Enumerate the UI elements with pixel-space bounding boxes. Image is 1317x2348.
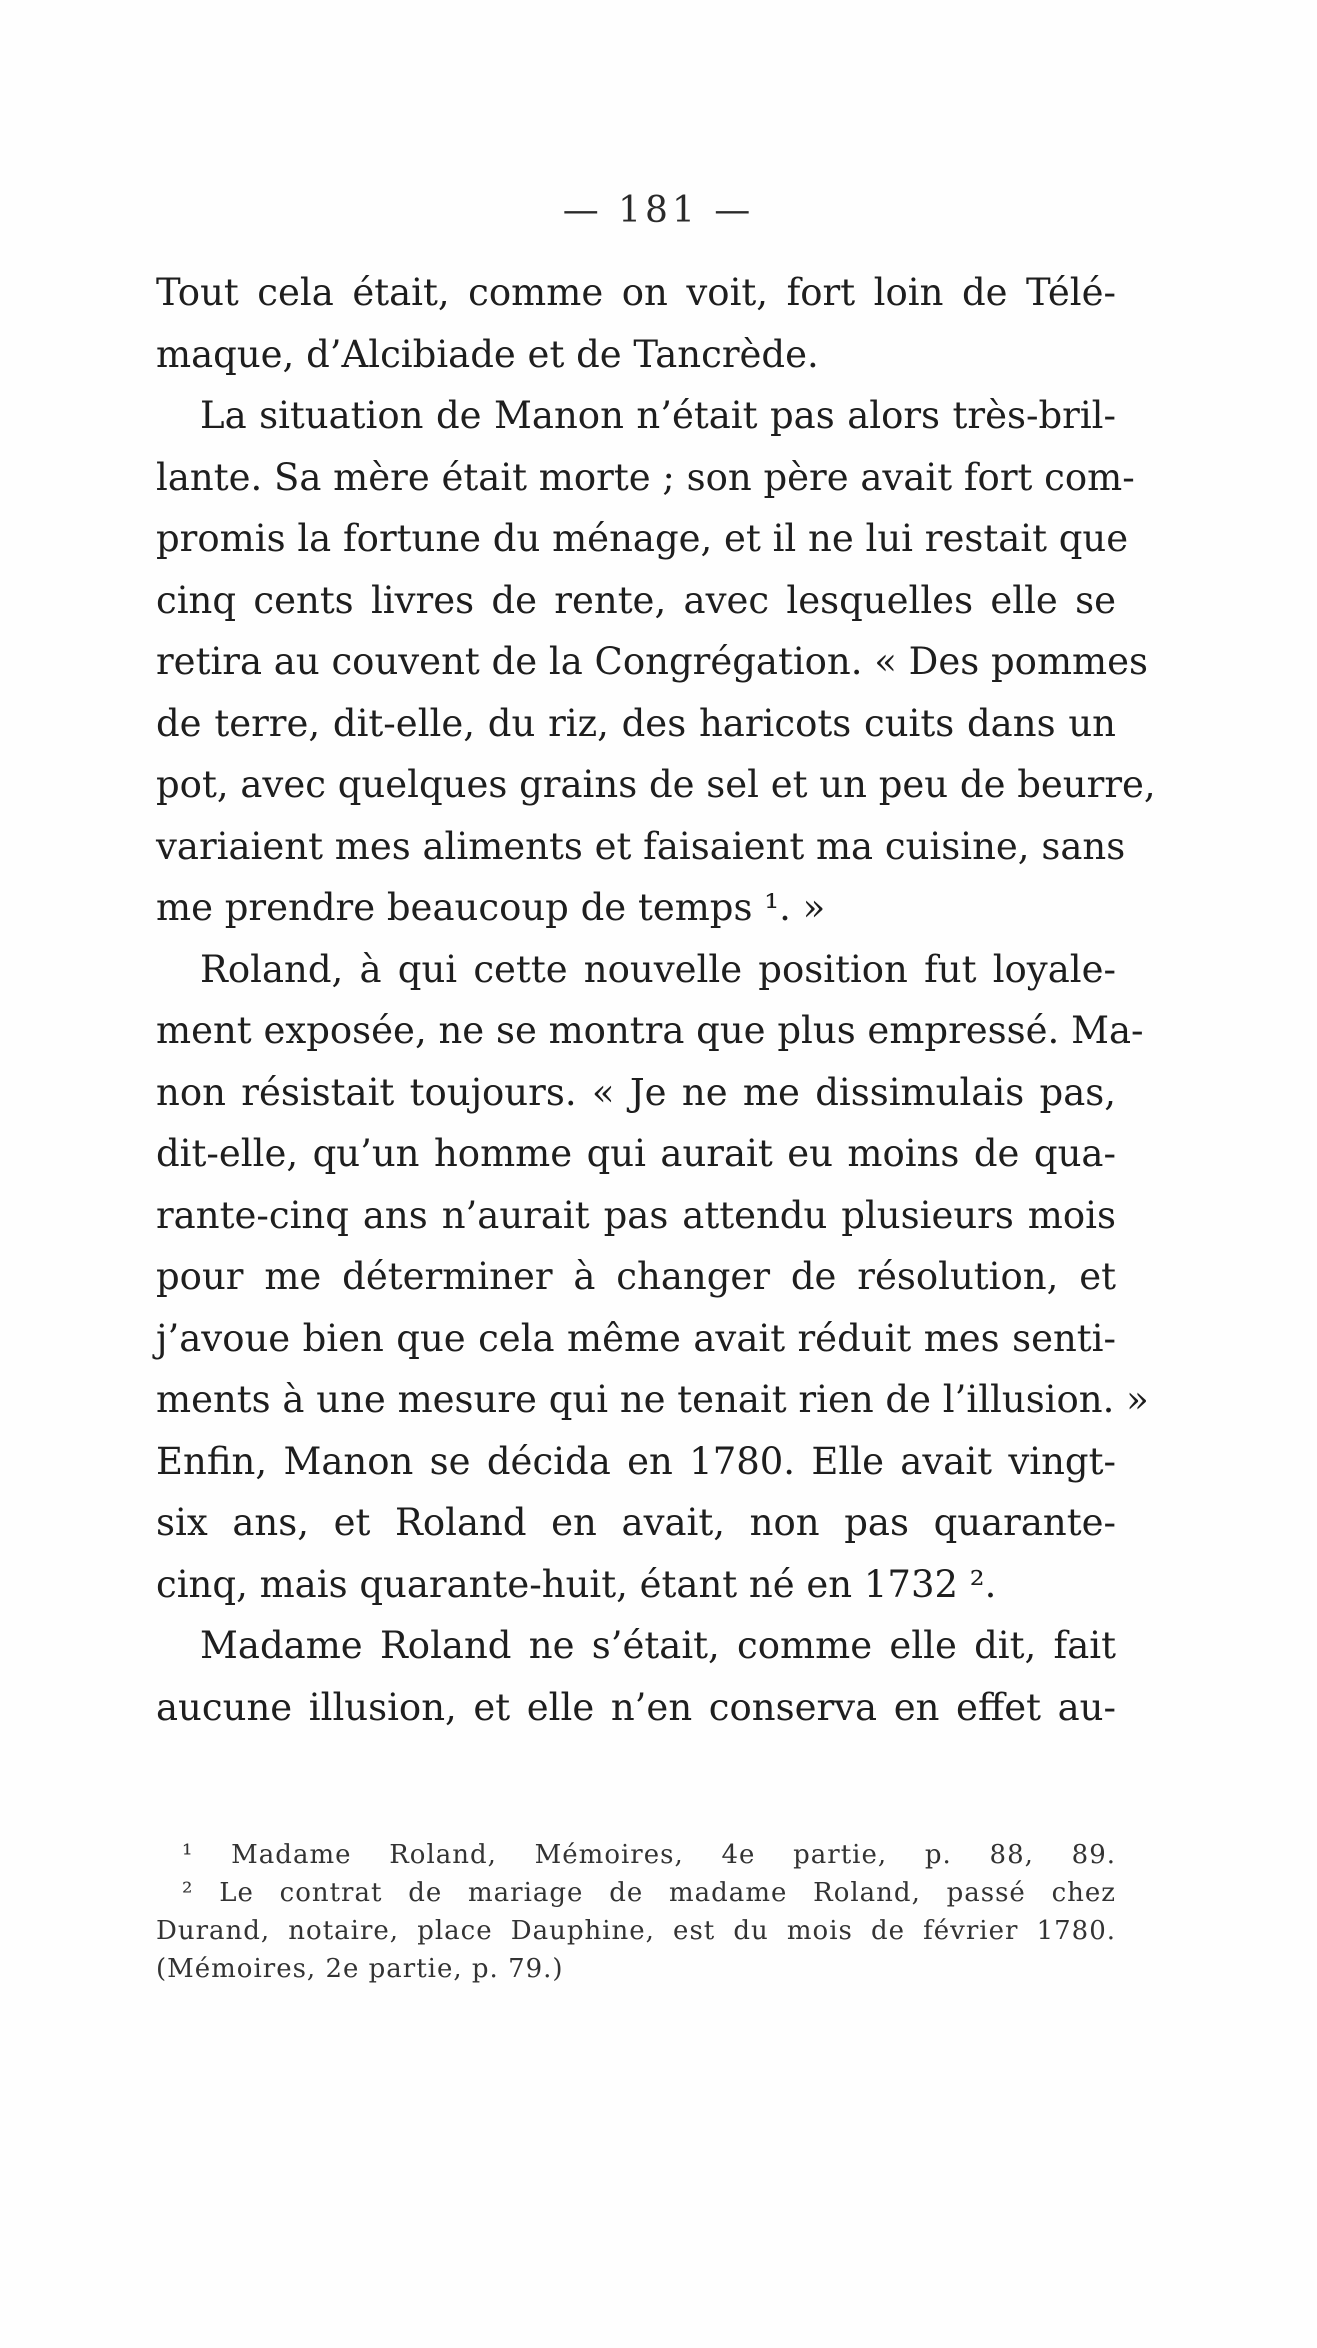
text-line: promis la fortune du ménage, et il ne lui restait que	[156, 517, 1129, 560]
text-line: variaient mes aliments et faisaient ma cuisine, sans	[156, 824, 1126, 868]
text-line: ments à une mesure qui ne tenait rien de l’illusion. »	[156, 1378, 1149, 1421]
text-line: six ans, et Roland en avait, non pas quarante-	[156, 1501, 1116, 1544]
text-line: cinq, mais quarante-huit, étant né en 1732 ².	[156, 1562, 997, 1606]
footnote-line: Durand, notaire, place Dauphine, est du mois de février 1780.	[156, 1916, 1116, 1946]
text-line: cinq cents livres de rente, avec lesquelles elle se	[156, 578, 1116, 622]
text-line: Roland, à qui cette nouvelle position fut loyale-	[200, 947, 1116, 991]
footnote-line: ² Le contrat de mariage de madame Roland, passé chez	[182, 1878, 1116, 1908]
text-line: Tout cela était, comme on voit, fort loin de Télé-	[156, 271, 1116, 314]
text-line: La situation de Manon n’était pas alors très-bril-	[200, 394, 1116, 437]
footnote-line: ¹ Madame Roland, Mémoires, 4e partie, p. 88, 89.	[182, 1840, 1116, 1870]
text-line: pour me déterminer à changer de résolution, et	[156, 1255, 1116, 1298]
text-line: j’avoue bien que cela même avait réduit mes senti-	[156, 1316, 1116, 1360]
text-line: maque, d’Alcibiade et de Tancrède.	[156, 332, 819, 376]
text-line: aucune illusion, et elle n’en conserva en effet au-	[156, 1685, 1116, 1729]
text-line: pot, avec quelques grains de sel et un peu de beurre,	[156, 763, 1156, 806]
text-line: retira au couvent de la Congrégation. « Des pommes	[156, 640, 1149, 683]
text-line: rante-cinq ans n’aurait pas attendu plusieurs mois	[156, 1193, 1116, 1237]
text-line: me prendre beaucoup de temps ¹. »	[156, 886, 826, 929]
page-number: — 181 —	[562, 190, 755, 231]
text-line: de terre, dit-elle, du riz, des haricots cuits dans un	[156, 701, 1116, 745]
body-text	[156, 262, 1156, 1738]
text-line: ment exposée, ne se montra que plus empressé. Ma-	[156, 1009, 1144, 1052]
text-line: dit-elle, qu’un homme qui aurait eu moins de qua-	[156, 1132, 1116, 1175]
text-line: lante. Sa mère était morte ; son père avait fort com-	[156, 455, 1135, 499]
footnote-line: (Mémoires, 2e partie, p. 79.)	[156, 1954, 564, 1984]
text-line: Enfin, Manon se décida en 1780. Elle avait vingt-	[156, 1439, 1116, 1483]
footnotes	[156, 1836, 1116, 1988]
text-line: non résistait toujours. « Je ne me dissimulais pas,	[156, 1070, 1116, 1114]
text-line: Madame Roland ne s’était, comme elle dit, fait	[200, 1624, 1116, 1667]
